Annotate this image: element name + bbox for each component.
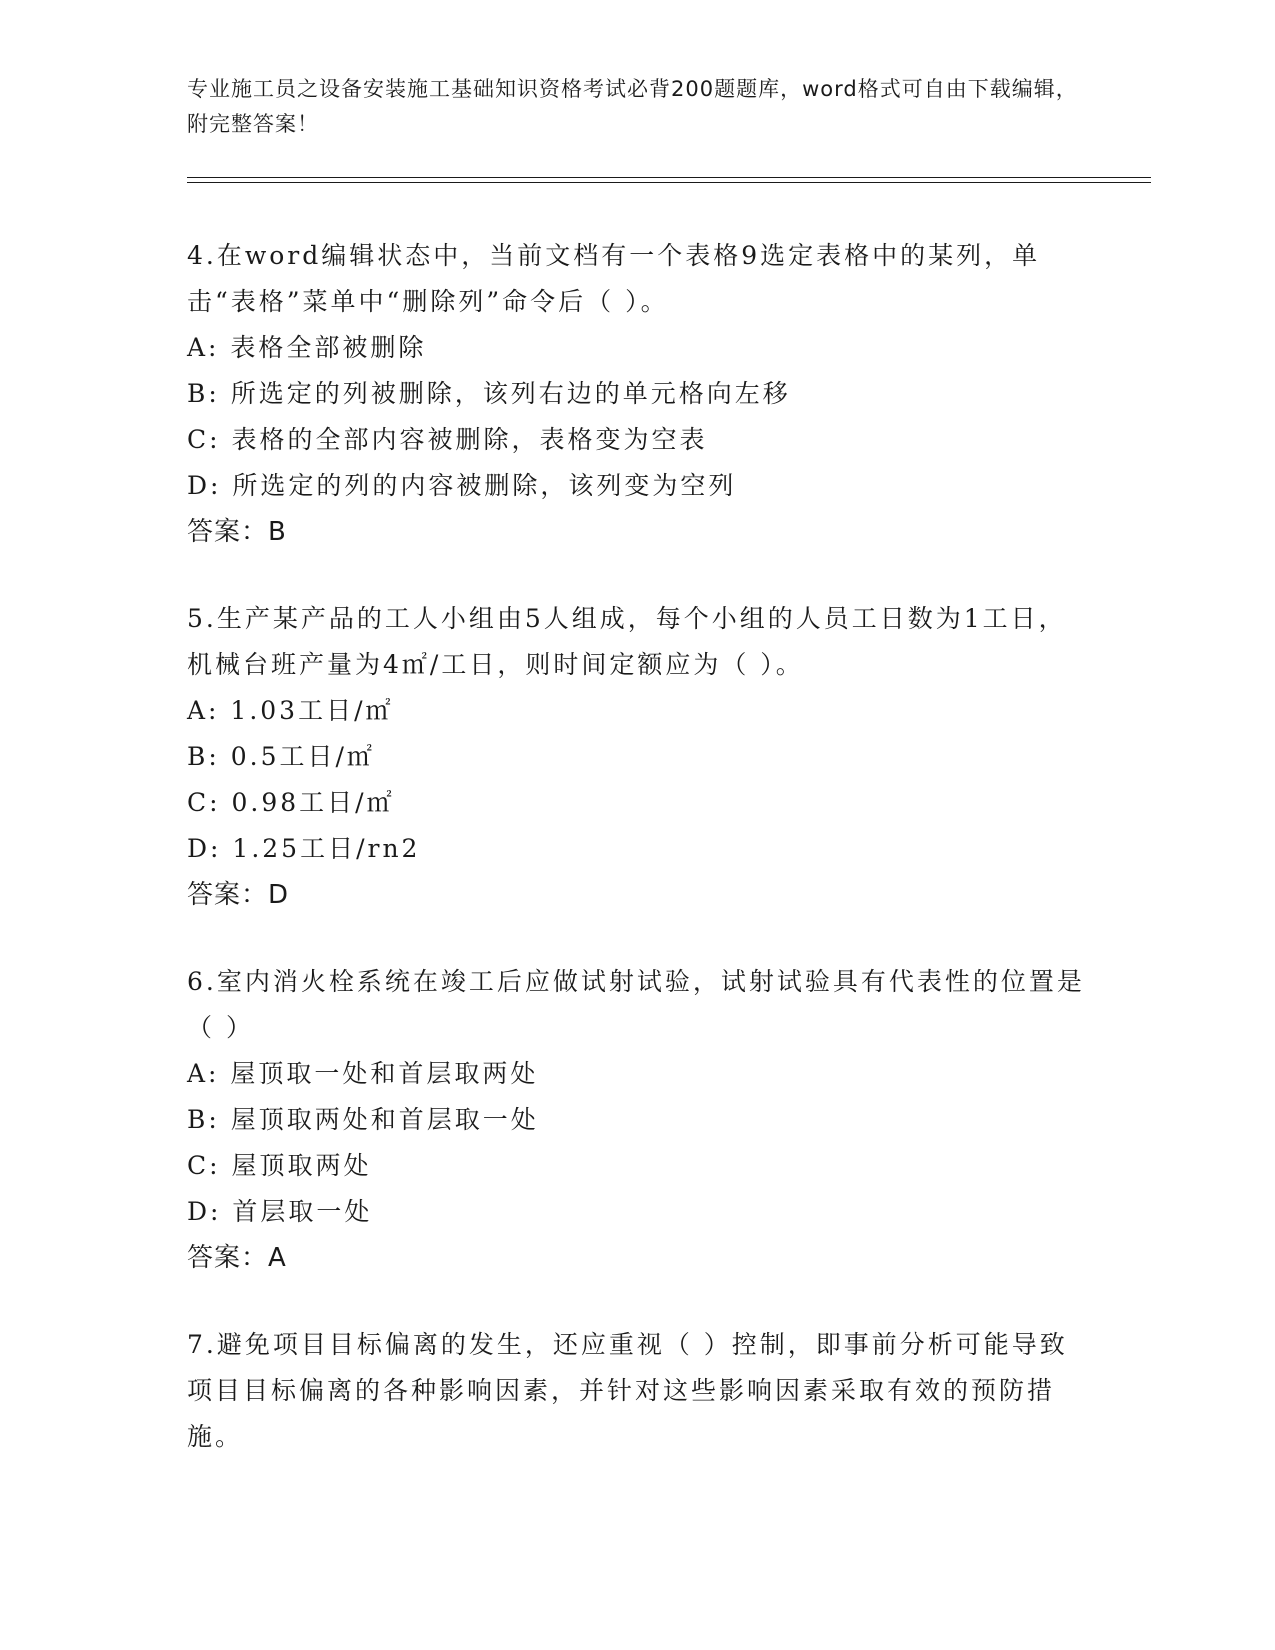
answer-line — [187, 872, 1087, 918]
question-6 — [187, 959, 1087, 1281]
option-c: C: 屋顶取两处 — [187, 1151, 372, 1180]
option-c: C: 表格的全部内容被删除，表格变为空表 — [187, 425, 708, 454]
option-c: C: 0.98工日/㎡ — [187, 788, 395, 817]
option-d: D: 1.25工日/rn2 — [187, 834, 421, 863]
answer-value: A — [268, 1243, 287, 1273]
option-a: A: 屋顶取一处和首层取两处 — [187, 1059, 539, 1088]
option-b: B: 所选定的列被删除，该列右边的单元格向左移 — [187, 379, 791, 408]
option-d: D: 首层取一处 — [187, 1197, 373, 1226]
question-4 — [187, 233, 1087, 555]
answer-label: 答案： — [187, 517, 269, 547]
answer-label: 答案： — [187, 1243, 269, 1273]
option-b: B: 0.5工日/㎡ — [187, 742, 375, 771]
question-7 — [187, 1322, 1087, 1460]
question-stem: 4.在word编辑状态中，当前文档有一个表格9选定表格中的某列，单击“表格”菜单中“删除列”命令后（ ）。 — [187, 241, 1041, 316]
answer-value: D — [268, 880, 290, 910]
answer-line — [187, 509, 1087, 555]
option-a: A: 表格全部被删除 — [187, 333, 427, 362]
answer-label: 答案： — [187, 880, 269, 910]
option-b: B: 屋顶取两处和首层取一处 — [187, 1105, 539, 1134]
header-title: 专业施工员之设备安装施工基础知识资格考试必背200题题库，word格式可自由下载编辑，附完整答案！ — [187, 77, 1078, 136]
question-stem: 6.室内消火栓系统在竣工后应做试射试验，试射试验具有代表性的位置是（ ） — [187, 967, 1085, 1042]
answer-line — [187, 1235, 1087, 1281]
option-d: D: 所选定的列的内容被删除，该列变为空列 — [187, 471, 737, 500]
question-stem: 5.生产某产品的工人小组由5人组成，每个小组的人员工日数为1工日，机械台班产量为4㎡/工日，则时间定额应为（ ）。 — [187, 604, 1067, 679]
question-stem: 7.避免项目目标偏离的发生，还应重视（ ）控制，即事前分析可能导致项目目标偏离的各种影响因素，并针对这些影响因素采取有效的预防措施。 — [187, 1330, 1068, 1451]
question-5 — [187, 596, 1087, 918]
header-divider-bottom — [187, 182, 1151, 183]
option-a: A: 1.03工日/㎡ — [187, 696, 394, 725]
document-header — [187, 72, 1087, 142]
answer-value: B — [268, 517, 287, 547]
header-divider-top — [187, 177, 1151, 178]
